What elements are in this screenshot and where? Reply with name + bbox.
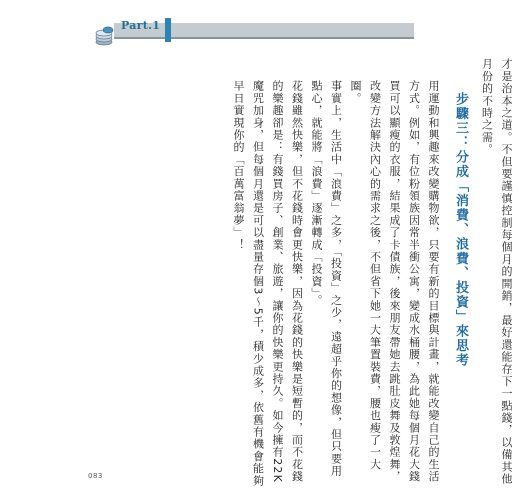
page-number: 083 bbox=[88, 472, 103, 480]
paragraph-exercise: 用運動和興趣來改變購物欲，只要有新的目標與計畫，就能改變自己的生活方式。例如，有位粉領族因常半衝公寓，變成水桶腰，為此她每個月花大錢買可以顯瘦的衣服，結果成了卡債族，後來朋友帶她去跳肚皮舞及敦煌舞，改變方法解決內心的需求之後，不但省下她一大筆置裝費，腰也瘦了一大圈。 bbox=[349, 80, 440, 483]
part-label: Part.1 bbox=[121, 19, 161, 32]
header-rule bbox=[114, 37, 414, 39]
coin-stack-icon bbox=[93, 25, 115, 47]
header-accent-bar bbox=[165, 18, 171, 42]
chapter-header bbox=[0, 0, 520, 42]
vertical-text-body bbox=[96, 58, 516, 488]
paragraph-intro: 才是治本之道。不但要謹慎控制每個月的開銷，最好還能存下一點錢，以備其他月份的不時之需。 bbox=[480, 58, 513, 485]
paragraph-saving: 花錢雖然快樂，但不花錢時會更快樂，因為花錢的快樂是短暫的，而不花錢的樂趣卻是：有錢買房子、創業、旅遊，讓你的快樂更持久。如今擁有22K魔咒加身，但每個月還是可以盡量存個3～5千，積少成多，依舊有機會能夠早日實現你的「百萬富翁夢」！ bbox=[232, 80, 304, 487]
paragraph-waste-invest: 事實上，生活中「浪費」之多，「投資」之少，遠超乎你的想像，但只要用點心，就能將「浪費」逐漸轉成「投資」。 bbox=[310, 80, 343, 478]
step-three-heading: 步驟三：分成「消費、浪費、投資」來思考 bbox=[453, 92, 468, 368]
